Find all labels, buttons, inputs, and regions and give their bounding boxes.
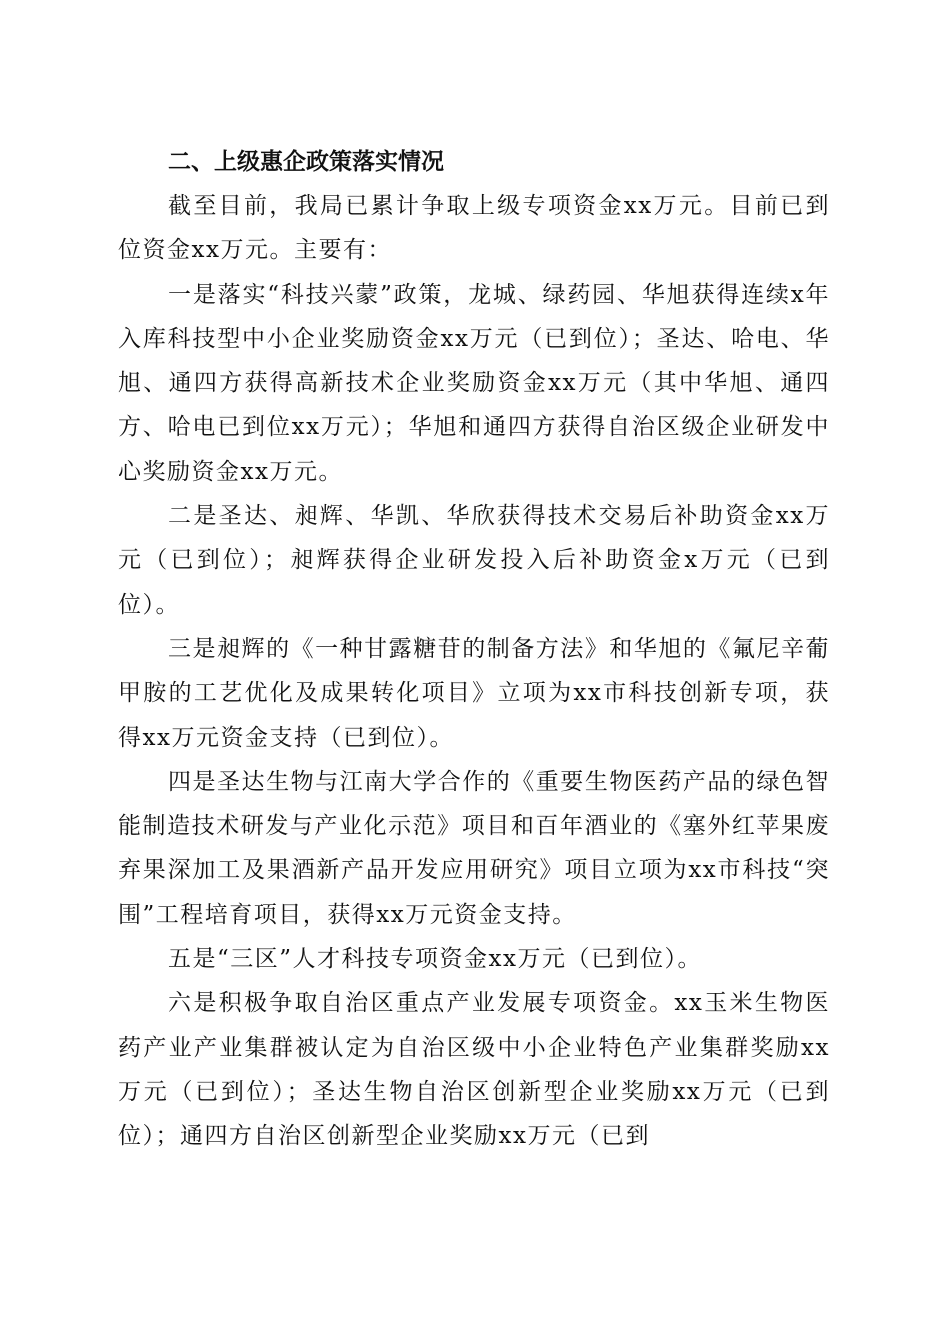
paragraph-item-1: 一是落实“科技兴蒙”政策，龙城、绿药园、华旭获得连续x年入库科技型中小企业奖励资金xx万元（已到位）；圣达、哈电、华旭、通四方获得高新技术企业奖励资金xx万元（其中华旭、通四方、哈电已到位xx万元）；华旭和通四方获得自治区级企业研发中心奖励资金xx万元。: [118, 281, 830, 485]
document-body: [118, 140, 830, 1159]
paragraph-item-2: 二是圣达、昶辉、华凯、华欣获得技术交易后补助资金xx万元（已到位）；昶辉获得企业研发投入后补助资金x万元（已到位）。: [118, 503, 830, 618]
section-heading: 二、上级惠企政策落实情况: [168, 149, 444, 175]
paragraph-item-5: 五是“三区”人才科技专项资金xx万元（已到位）。: [168, 946, 702, 973]
paragraph-item-3: 三是昶辉的《一种甘露糖苷的制备方法》和华旭的《氟尼辛葡甲胺的工艺优化及成果转化项目》立项为xx市科技创新专项，获得xx万元资金支持（已到位）。: [118, 635, 830, 751]
paragraph-item-6: 六是积极争取自治区重点产业发展专项资金。xx玉米生物医药产业产业集群被认定为自治区级中小企业特色产业集群奖励xx万元（已到位）；圣达生物自治区创新型企业奖励xx万元（已到位）；通四方自治区创新型企业奖励xx万元（已到: [118, 990, 830, 1150]
paragraph-intro: 截至目前，我局已累计争取上级专项资金xx万元。目前已到位资金xx万元。主要有：: [118, 193, 830, 264]
paragraph-item-4: 四是圣达生物与江南大学合作的《重要生物医药产品的绿色智能制造技术研发与产业化示范》项目和百年酒业的《塞外红苹果废弃果深加工及果酒新产品开发应用研究》项目立项为xx市科技“突围”工程培育项目，获得xx万元资金支持。: [118, 768, 830, 928]
